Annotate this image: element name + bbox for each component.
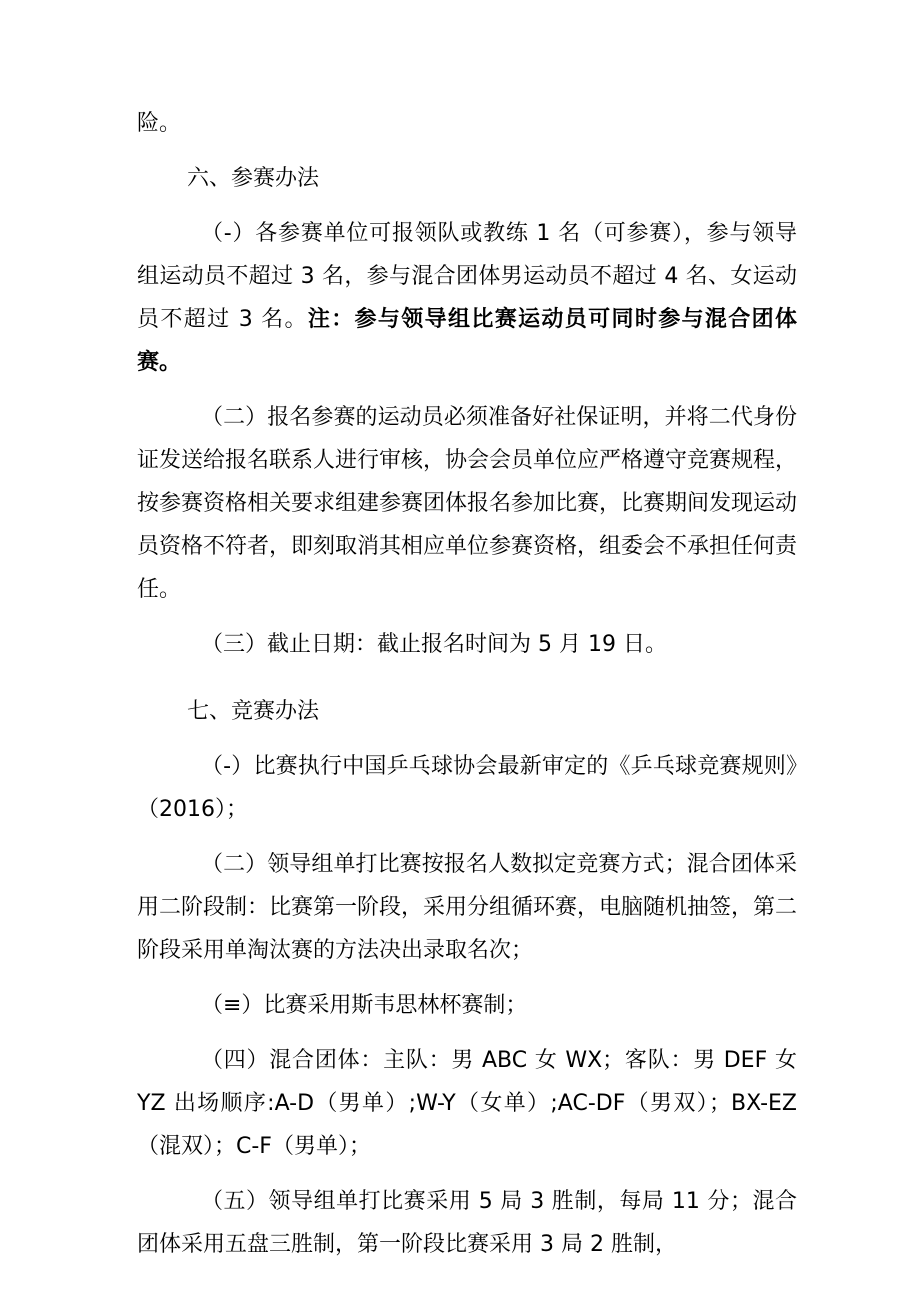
- document-body: [137, 102, 797, 1266]
- paragraph-deadline: （三）截止日期：截止报名时间为 5 月 19 日。: [201, 632, 667, 657]
- paragraph-eligibility: （二）报名参赛的运动员必须准备好社保证明，并将二代身份证发送给报名联系人进行审核，协会会员单位应严格遵守竞赛规程，按参赛资格相关要求组建参赛团体报名参加比赛，比赛期间发现运动员资格不符者，即刻取消其相应单位参赛资格，组委会不承担任何责任。: [137, 405, 798, 602]
- paragraph-cup-system: （≡）比赛采用斯韦思林杯赛制；: [201, 993, 528, 1018]
- paragraph-team-order: （四）混合团体：主队：男 ABC 女 WX；客队：男 DEF 女 YZ 出场顺序:A-D（男单）;W-Y（女单）;AC-DF（男双）；BX-EZ（混双）；C-F（男单）；: [137, 1048, 797, 1159]
- paragraph-text: （-）各参赛单位可报领队或教练 1 名（可参赛），参与领导组运动员不超过 3 名，参与混合团体男运动员不超过 4 名、女运动员不超过 3 名。: [137, 221, 797, 332]
- section-heading-six: 六、参赛办法: [187, 166, 320, 191]
- section-heading-seven: 七、竞赛办法: [187, 699, 320, 724]
- paragraph-registration-quota: [137, 212, 797, 384]
- paragraph-format: （二）领导组单打比赛按报名人数拟定竞赛方式；混合团体采用二阶段制：比赛第一阶段，采用分组循环赛，电脑随机抽签，第二阶段采用单淘汰赛的方法决出录取名次；: [137, 852, 798, 963]
- paragraph-rules: （-）比赛执行中国乒乓球协会最新审定的《乒乓球竞赛规则》（2016）；: [137, 754, 797, 822]
- paragraph-continuation: 险。: [137, 111, 182, 136]
- bold-note: 注：参与领导组比赛运动员可同时参与混合团体赛。: [137, 307, 797, 375]
- paragraph-scoring: （五）领导组单打比赛采用 5 局 3 胜制，每局 11 分；混合团体采用五盘三胜制，第一阶段比赛采用 3 局 2 胜制，: [137, 1189, 797, 1257]
